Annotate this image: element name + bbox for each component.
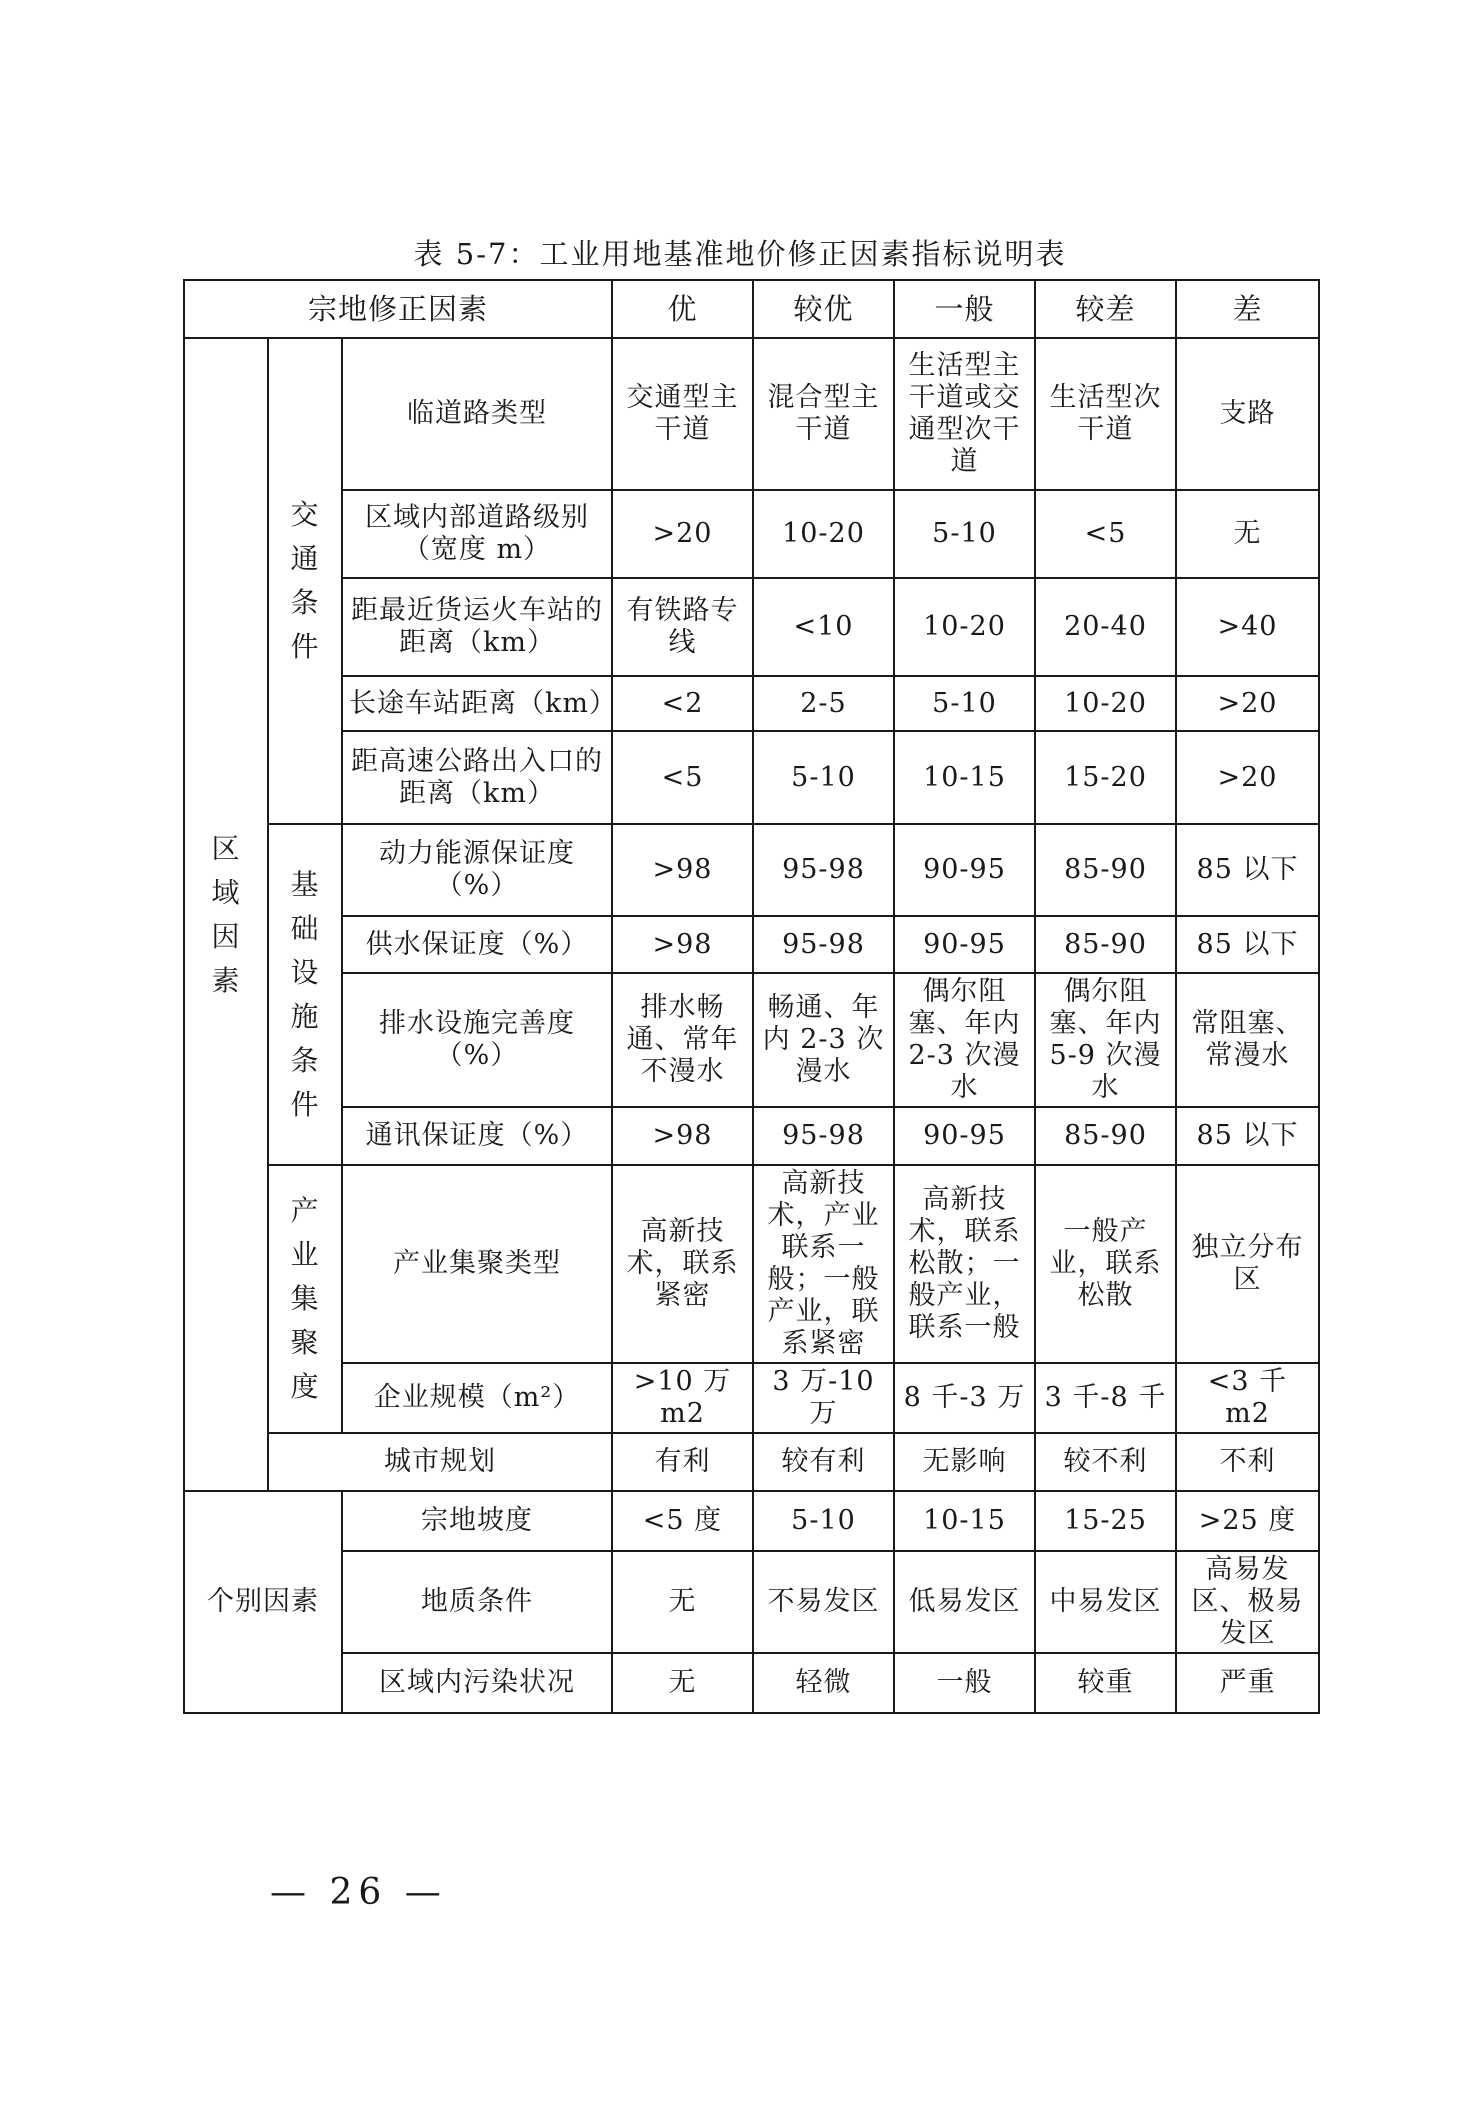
cell: 85-90 [1035,824,1176,916]
cell: <2 [612,676,753,731]
cell: 无 [1176,490,1319,578]
factor-label: 区域内污染状况 [342,1653,612,1713]
cell: 一般产业，联系松散 [1035,1165,1176,1363]
group-individual-factors: 个别因素 [184,1491,342,1713]
page-number: — 26 — [270,1872,447,1913]
table-row [184,338,1319,490]
factor-label: 宗地坡度 [342,1491,612,1551]
cell: 85 以下 [1176,1107,1319,1165]
cell: 常阻塞、常漫水 [1176,973,1319,1107]
cell: 支路 [1176,338,1319,490]
cell: 10-20 [1035,676,1176,731]
cell: >98 [612,916,753,973]
cell: 高新技术，联系松散；一般产业，联系一般 [894,1165,1035,1363]
cell: 有利 [612,1433,753,1491]
table-row [184,490,1319,578]
cell: 8 千-3 万 [894,1363,1035,1433]
cell: 不利 [1176,1433,1319,1491]
table-row [184,824,1319,916]
factor-label: 地质条件 [342,1551,612,1653]
factor-label: 产业集聚类型 [342,1165,612,1363]
cell: >25 度 [1176,1491,1319,1551]
cell: 无 [612,1653,753,1713]
factor-label: 动力能源保证度（%） [342,824,612,916]
cell: 15-20 [1035,731,1176,824]
table-row [184,916,1319,973]
cell: 85 以下 [1176,824,1319,916]
cell: 高新技术，产业联系一般；一般产业，联系紧密 [753,1165,894,1363]
cell: 较不利 [1035,1433,1176,1491]
factor-label: 距最近货运火车站的距离（km） [342,578,612,676]
cell: 10-15 [894,1491,1035,1551]
factor-label: 长途车站距离（km） [342,676,612,731]
cell: 排水畅通、常年不漫水 [612,973,753,1107]
correction-factor-table [183,279,1320,1714]
cell: <5 度 [612,1491,753,1551]
header-grade-1: 优 [612,280,753,338]
table-row [184,731,1319,824]
cell: <3 千 m2 [1176,1363,1319,1433]
cell: 轻微 [753,1653,894,1713]
group-industry: 产 业 集 聚 度 [268,1165,342,1433]
cell: 独立分布区 [1176,1165,1319,1363]
cell: 低易发区 [894,1551,1035,1653]
cell: 严重 [1176,1653,1319,1713]
cell: >40 [1176,578,1319,676]
group-infrastructure: 基 础 设 施 条 件 [268,824,342,1165]
cell: 混合型主干道 [753,338,894,490]
table-row [184,1551,1319,1653]
cell: 生活型主干道或交通型次干道 [894,338,1035,490]
cell: 5-10 [753,731,894,824]
factor-label: 城市规划 [268,1433,612,1491]
cell: 5-10 [894,490,1035,578]
cell: >20 [612,490,753,578]
table-row [184,1107,1319,1165]
cell: 较有利 [753,1433,894,1491]
factor-label: 区域内部道路级别（宽度 m） [342,490,612,578]
cell: 有铁路专线 [612,578,753,676]
factor-label: 通讯保证度（%） [342,1107,612,1165]
cell: 90-95 [894,1107,1035,1165]
cell: 5-10 [894,676,1035,731]
table-row [184,1165,1319,1363]
factor-label: 距高速公路出入口的距离（km） [342,731,612,824]
cell: >98 [612,1107,753,1165]
table-row [184,676,1319,731]
cell: 85-90 [1035,1107,1176,1165]
factor-label: 排水设施完善度（%） [342,973,612,1107]
group-traffic: 交 通 条 件 [268,338,342,824]
cell: 较重 [1035,1653,1176,1713]
group-regional-factors: 区 域 因 素 [184,338,268,1491]
cell: <5 [612,731,753,824]
cell: 一般 [894,1653,1035,1713]
cell: >20 [1176,676,1319,731]
cell: 中易发区 [1035,1551,1176,1653]
header-grade-2: 较优 [753,280,894,338]
factor-label: 企业规模（m²） [342,1363,612,1433]
cell: 95-98 [753,824,894,916]
cell: 高易发区、极易发区 [1176,1551,1319,1653]
cell: 畅通、年内 2-3 次漫水 [753,973,894,1107]
cell: 20-40 [1035,578,1176,676]
factor-label: 临道路类型 [342,338,612,490]
table-caption: 表 5-7：工业用地基准地价修正因素指标说明表 [413,237,1067,271]
cell: 90-95 [894,916,1035,973]
cell: >10 万 m2 [612,1363,753,1433]
cell: >98 [612,824,753,916]
cell: 不易发区 [753,1551,894,1653]
cell: 偶尔阻塞、年内 2-3 次漫水 [894,973,1035,1107]
cell: 10-15 [894,731,1035,824]
table-row [184,1363,1319,1433]
cell: 95-98 [753,916,894,973]
cell: 3 万-10 万 [753,1363,894,1433]
cell: 无影响 [894,1433,1035,1491]
table-row [184,1433,1319,1491]
cell: 10-20 [753,490,894,578]
table-row [184,578,1319,676]
header-grade-4: 较差 [1035,280,1176,338]
header-grade-5: 差 [1176,280,1319,338]
cell: 85 以下 [1176,916,1319,973]
header-factor: 宗地修正因素 [184,280,612,338]
cell: <10 [753,578,894,676]
cell: 90-95 [894,824,1035,916]
cell: >20 [1176,731,1319,824]
cell: 偶尔阻塞、年内 5-9 次漫水 [1035,973,1176,1107]
table-row [184,1653,1319,1713]
cell: 85-90 [1035,916,1176,973]
table-row [184,973,1319,1107]
cell: 2-5 [753,676,894,731]
cell: 10-20 [894,578,1035,676]
factor-label: 供水保证度（%） [342,916,612,973]
cell: 3 千-8 千 [1035,1363,1176,1433]
cell: 5-10 [753,1491,894,1551]
cell: 无 [612,1551,753,1653]
table-row [184,1491,1319,1551]
cell: 95-98 [753,1107,894,1165]
cell: 生活型次干道 [1035,338,1176,490]
header-grade-3: 一般 [894,280,1035,338]
cell: 15-25 [1035,1491,1176,1551]
cell: 高新技术，联系紧密 [612,1165,753,1363]
cell: 交通型主干道 [612,338,753,490]
cell: <5 [1035,490,1176,578]
